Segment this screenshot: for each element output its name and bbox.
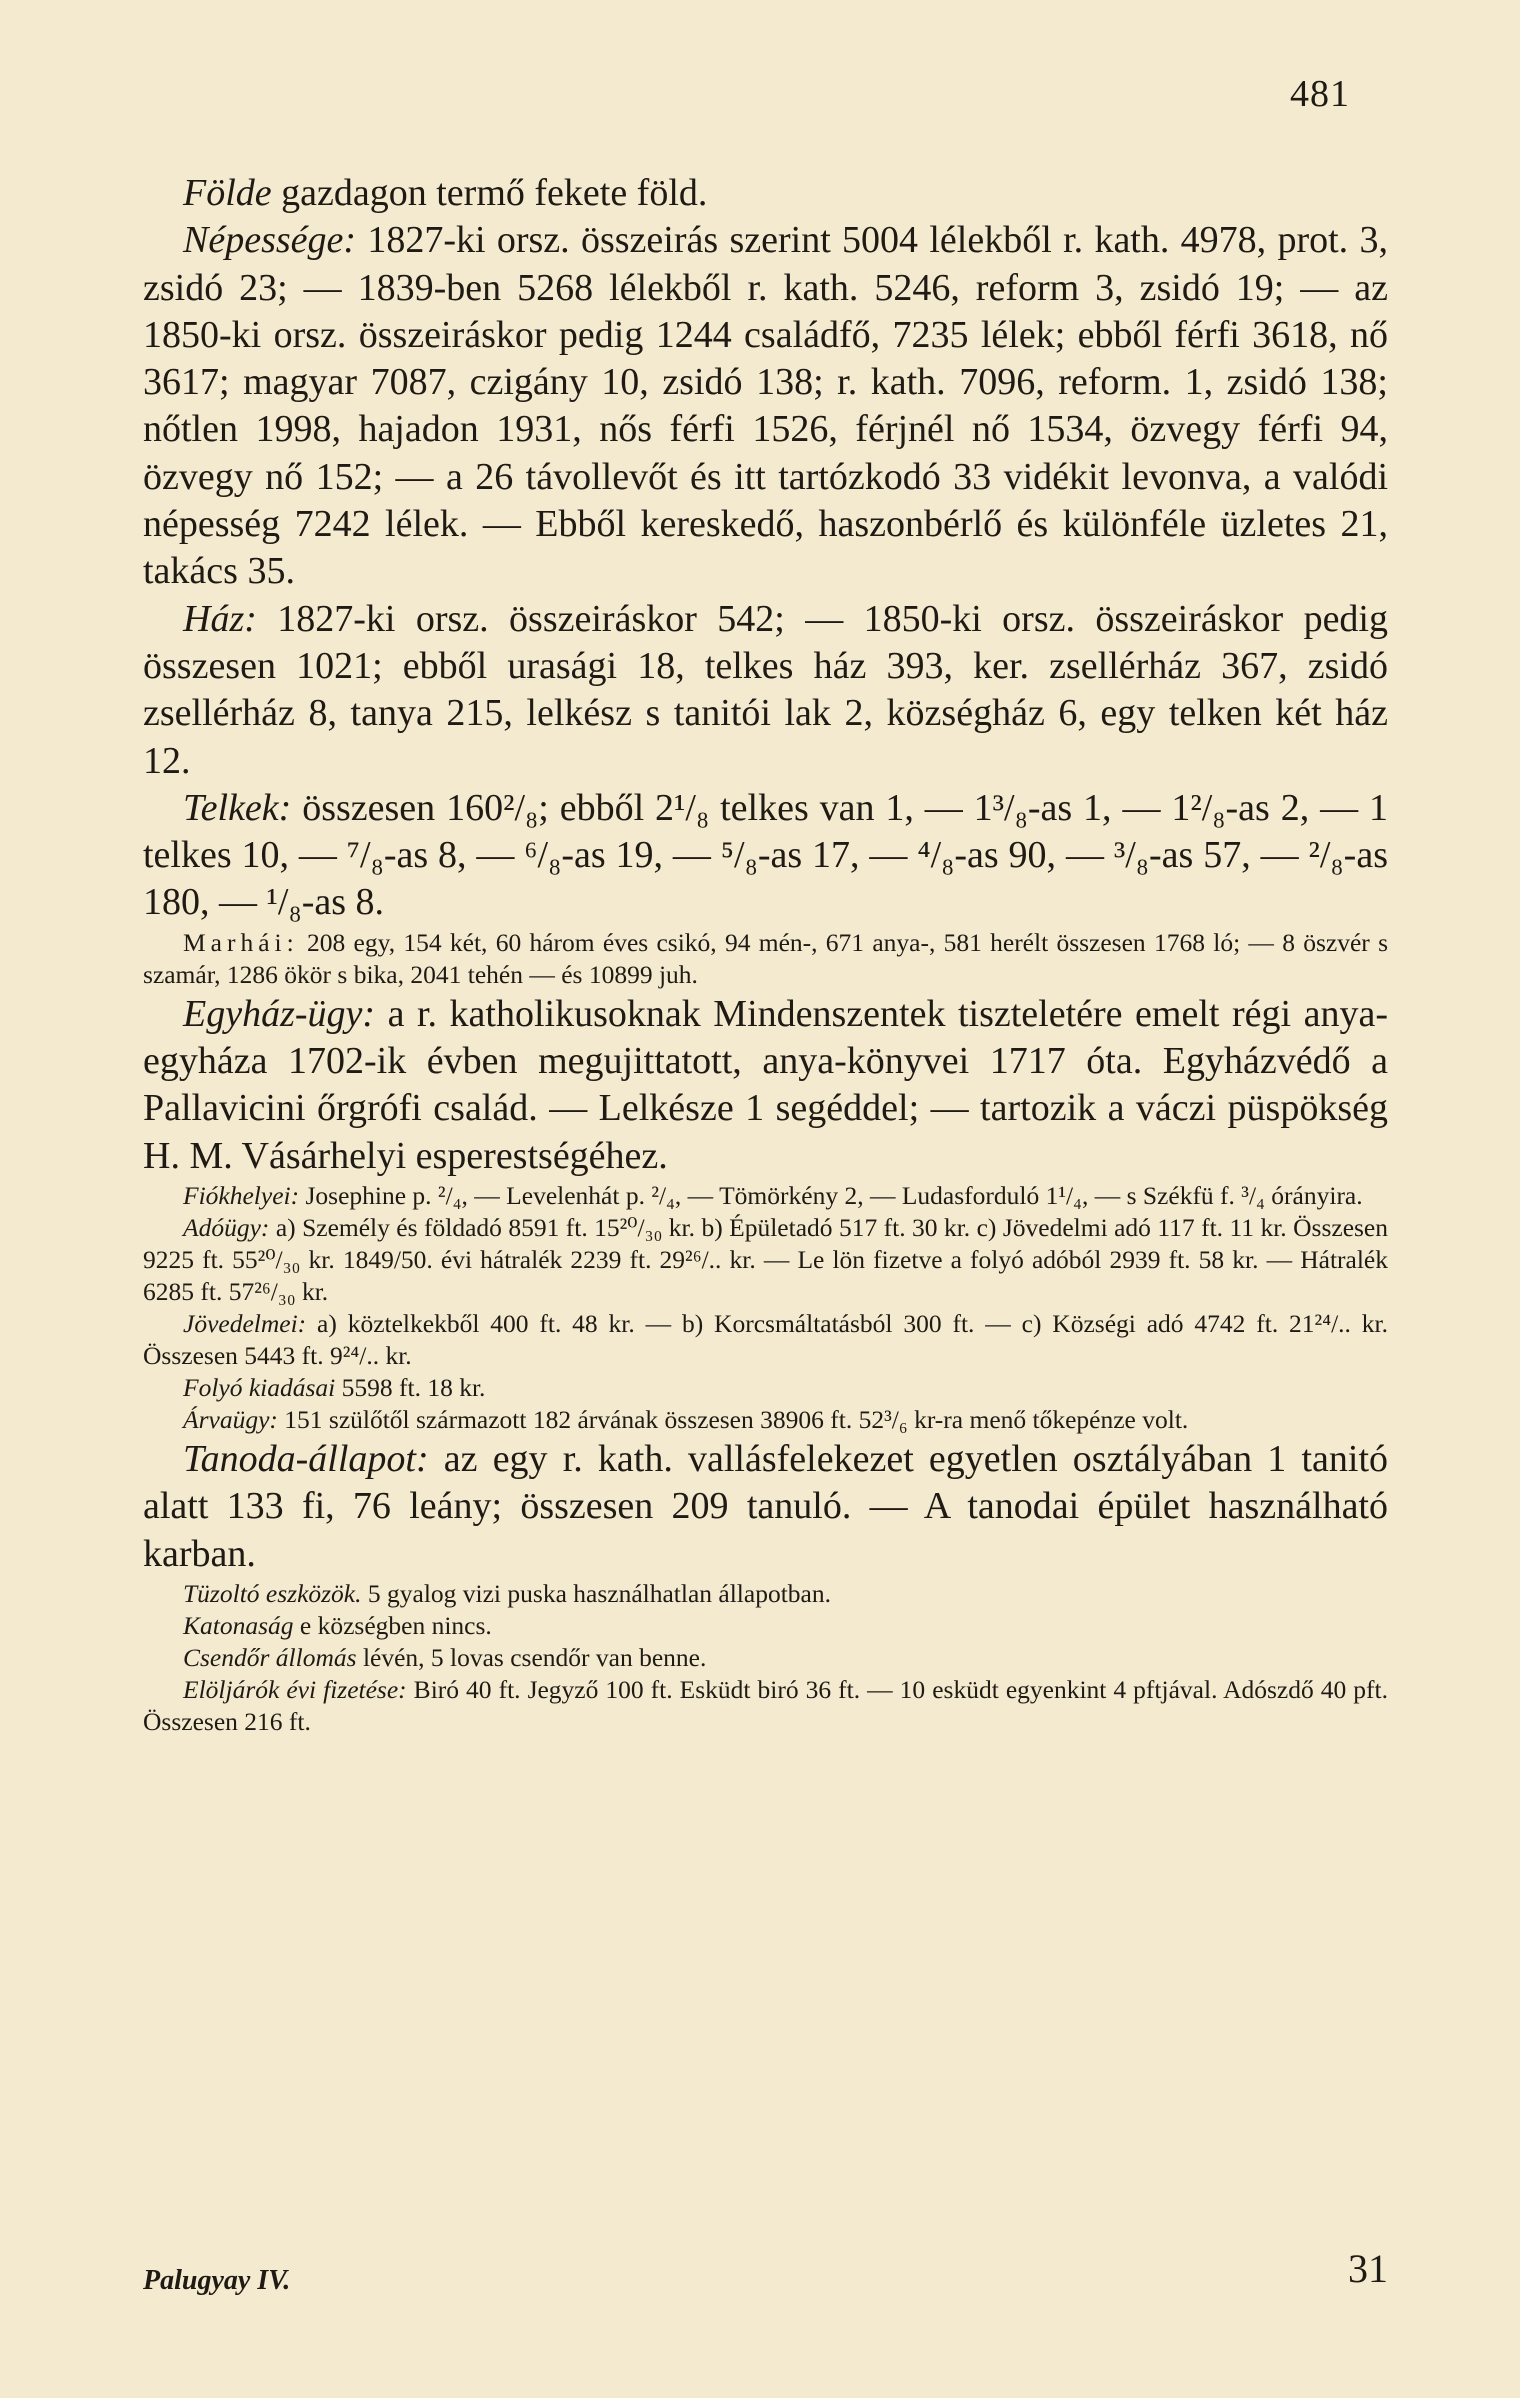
note-paragraph (143, 1578, 1388, 1610)
paragraph-text: a r. katholikusoknak Mindenszentek tiszteletére emelt régi anya-egyháza 1702-ik évben megujittatott, anya-könyvei 1717 óta. Egyházvédő a Pallavicini őrgrófi család. — Lelkésze 1 segéddel; — tartozik a váczi püspökség H. M. Vásárhelyi esperestségéhez. (143, 992, 1388, 1177)
paragraph-text: Biró 40 ft. Jegyző 100 ft. Esküdt biró 36 ft. — 10 esküdt egyenkint 4 pftjával. Adószdő 40 pft. Összesen 216 ft. (143, 1674, 1388, 1736)
note-paragraph (143, 1674, 1388, 1738)
paragraph-label: Csendőr állomás (183, 1642, 357, 1672)
paragraph-text: lévén, 5 lovas csendőr van benne. (356, 1642, 707, 1672)
note-paragraph (143, 1372, 1388, 1404)
paragraph-label: Adóügy: (183, 1212, 270, 1242)
body-paragraph (143, 1436, 1388, 1578)
note-paragraph (143, 1212, 1388, 1308)
paragraph-text: 1827-ki orsz. összeiráskor 542; — 1850-ki orsz. összeiráskor pedig összesen 1021; ebből urasági 18, telkes ház 393, ker. zsellérház 367, zsidó zsellérház 8, tanya 215, lelkész s tanitói lak 2, községház 6, egy telken két ház 12. (143, 597, 1388, 782)
note-paragraph (143, 927, 1388, 991)
paragraph-text: a) Személy és földadó 8591 ft. 15²⁰/₃₀ kr. b) Épületadó 517 ft. 30 kr. c) Jövedelmi adó 117 ft. 11 kr. Összesen 9225 ft. 55²⁰/₃₀ kr. 1849/50. évi hátralék 2239 ft. 29²⁶/.. kr. — Le lön fizetve a folyó adóból 2939 ft. 58 kr. — Hátralék 6285 ft. 57²⁶/₃₀ kr. (143, 1212, 1388, 1306)
paragraph-text: Josephine p. ²/₄, — Levelenhát p. ²/₄, — Tömörkény 2, — Ludasforduló 1¹/₄, — s Székfü f. ³/₄ órányira. (299, 1180, 1363, 1210)
paragraph-label: Elöljárók évi fizetése: (183, 1674, 407, 1704)
signature-mark: 31 (1348, 2246, 1388, 2291)
note-paragraph (143, 1180, 1388, 1212)
paragraph-label: Marhái: (183, 927, 299, 957)
footer-author: Palugyay IV. (143, 2265, 291, 2296)
note-paragraph (143, 1610, 1388, 1642)
paragraph-label: Ház: (183, 597, 257, 640)
paragraph-label: Katonaság (183, 1610, 294, 1640)
body-paragraph (143, 785, 1388, 927)
paragraph-label: Árvaügy: (183, 1404, 278, 1434)
paragraph-label: Telkek: (183, 786, 292, 829)
paragraph-text: 1827-ki orsz. összeirás szerint 5004 lélekből r. kath. 4978, prot. 3, zsidó 23; — 1839-ben 5268 lélekből r. kath. 5246, reform 3, zsidó 19; — az 1850-ki orsz. összeiráskor pedig 1244 családfő, 7235 lélek; ebből férfi 3618, nő 3617; magyar 7087, czigány 10, zsidó 138; r. kath. 7096, reform. 1, zsidó 138; nőtlen 1998, hajadon 1931, nős férfi 1526, férjnél nő 1534, özvegy férfi 94, özvegy nő 152; — a 26 távollevőt és itt tartózkodó 33 vidékit levonva, a valódi népesség 7242 lélek. — Ebből kereskedő, haszonbérlő és különféle üzletes 21, takács 35. (143, 219, 1388, 593)
body-paragraph (143, 217, 1388, 595)
paragraph-label: Egyház-ügy: (183, 992, 376, 1035)
page-body (143, 170, 1388, 1738)
paragraph-label: Népessége: (183, 219, 357, 262)
paragraph-text: e községben nincs. (293, 1610, 492, 1640)
paragraph-label: Tüzoltó eszközök. (183, 1578, 362, 1608)
body-paragraph (143, 170, 1388, 217)
page-number: 481 (1290, 73, 1350, 115)
paragraph-text: 5598 ft. 18 kr. (335, 1372, 486, 1402)
paragraph-label: Fiókhelyei: (183, 1180, 300, 1210)
note-paragraph (143, 1642, 1388, 1674)
body-paragraph (143, 991, 1388, 1180)
paragraph-text: 151 szülőtől származott 182 árvának összesen 38906 ft. 52³/₆ kr-ra menő tőkepénze volt. (277, 1404, 1189, 1434)
paragraph-text: összesen 160²/₈; ebből 2¹/₈ telkes van 1, — 1³/₈-as 1, — 1²/₈-as 2, — 1 telkes 10, — ⁷/₈-as 8, — ⁶/₈-as 19, — ⁵/₈-as 17, — ⁴/₈-as 90, — ³/₈-as 57, — ²/₈-as 180, — ¹/₈-as 8. (143, 786, 1388, 924)
paragraph-text: 5 gyalog vizi puska használhatlan állapotban. (361, 1578, 831, 1608)
paragraph-text: 208 egy, 154 két, 60 három éves csikó, 94 mén-, 671 anya-, 581 herélt összesen 1768 ló; — 8 öszvér s szamár, 1286 ökör s bika, 2041 tehén — és 10899 juh. (143, 927, 1388, 989)
note-paragraph (143, 1404, 1388, 1436)
paragraph-label: Tanoda-állapot: (183, 1437, 429, 1480)
paragraph-label: Folyó kiadásai (183, 1372, 336, 1402)
paragraph-text: a) köztelkekből 400 ft. 48 kr. — b) Korcsmáltatásból 300 ft. — c) Községi adó 4742 ft. 21²⁴/.. kr. Összesen 5443 ft. 9²⁴/.. kr. (143, 1308, 1388, 1370)
body-paragraph (143, 596, 1388, 785)
paragraph-label: Földe (183, 172, 272, 214)
paragraph-label: Jövedelmei: (183, 1308, 307, 1338)
paragraph-text: gazdagon termő fekete föld. (271, 172, 708, 214)
note-paragraph (143, 1308, 1388, 1372)
paragraph-text: az egy r. kath. vallásfelekezet egyetlen osztályában 1 tanitó alatt 133 fi, 76 leány; összesen 209 tanuló. — A tanodai épület használható karban. (143, 1437, 1388, 1575)
